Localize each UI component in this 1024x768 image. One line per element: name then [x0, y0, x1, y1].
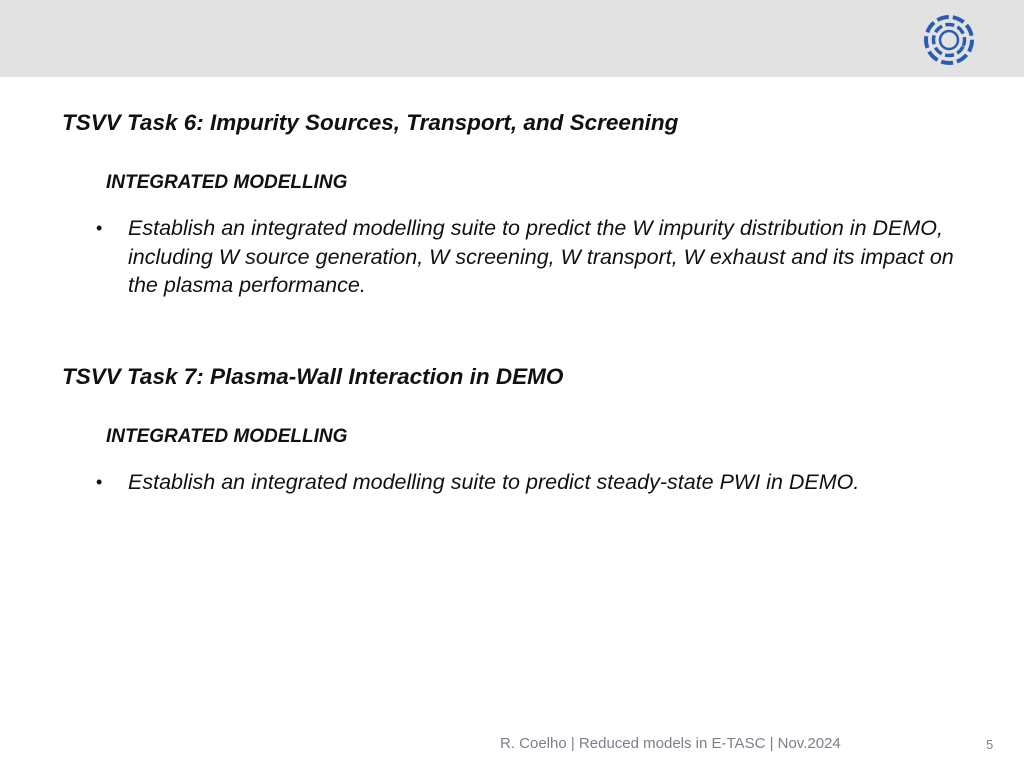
bullet-marker: •: [96, 218, 103, 238]
circular-ring-logo-icon: [921, 12, 977, 68]
footer-text: R. Coelho | Reduced models in E-TASC | Nov.2024: [500, 735, 841, 752]
task-7-bullet-text: Establish an integrated modelling suite to predict steady-state PWI in DEMO.: [128, 470, 860, 494]
task-6-title: TSVV Task 6: Impurity Sources, Transport, and Screening: [62, 110, 679, 135]
header-bar: [0, 0, 1024, 77]
task-7-title: TSVV Task 7: Plasma-Wall Interaction in DEMO: [62, 364, 564, 389]
page-number: 5: [986, 737, 994, 752]
task-6-bullet-item: [96, 214, 976, 300]
task-6-subheading: INTEGRATED MODELLING: [106, 172, 348, 193]
task-6-bullet-text: Establish an integrated modelling suite to predict the W impurity distribution in DEMO, including W source generation, W screening, W transport, W exhaust and its impact on the plasma performance.: [128, 216, 954, 297]
bullet-marker: •: [96, 472, 103, 492]
task-7-bullet-item: [96, 468, 976, 497]
task-7-subheading: INTEGRATED MODELLING: [106, 426, 348, 447]
